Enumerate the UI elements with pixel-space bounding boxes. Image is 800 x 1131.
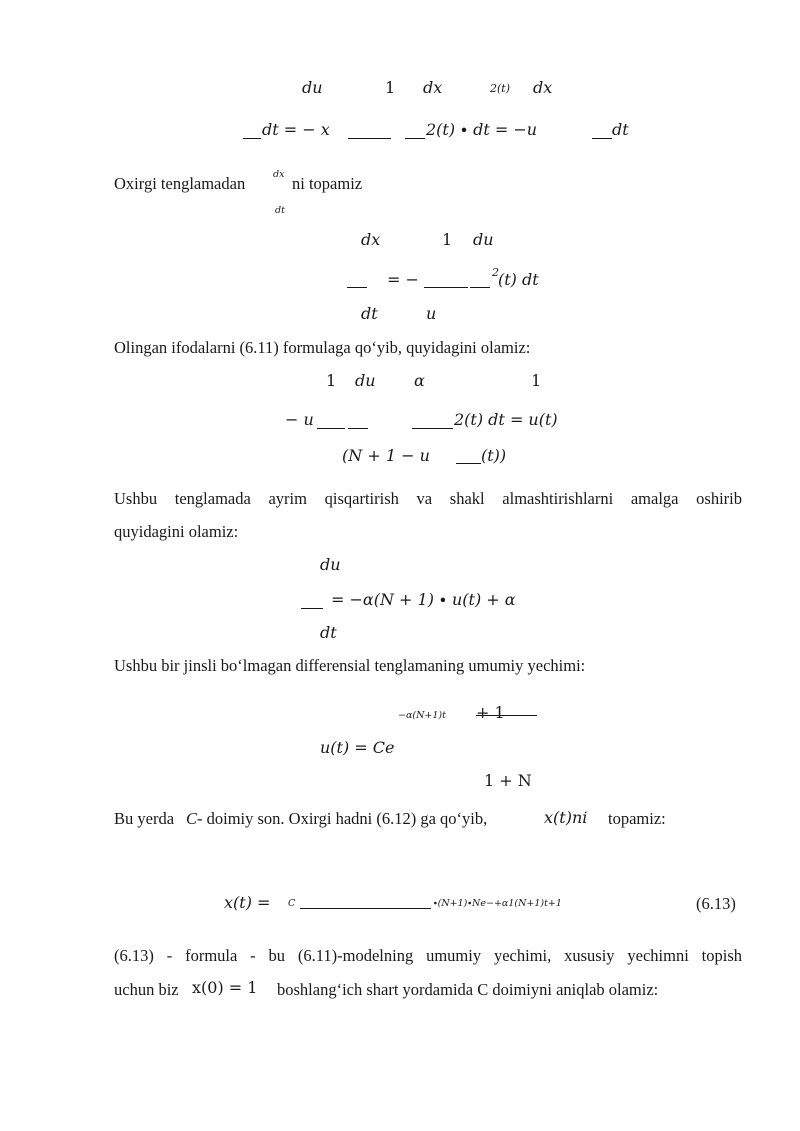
eq2-sup: 2 (492, 266, 499, 279)
paragraph-substitution: Olingan ifodalarni (6.11) formulaga qo‘yib, quyidagini olamiz: (114, 338, 531, 357)
eq3-du: du (355, 371, 376, 390)
eq3-one-b: 1 (531, 371, 542, 390)
eq1-bottom-2t: 2(t) ∙ dt = −u (426, 120, 538, 139)
eq1-bottom-left: dt = − x (262, 120, 330, 139)
eq6-lhs: x(t) = (224, 893, 271, 912)
eq1-frac-bar (348, 138, 391, 139)
text5-C: C (186, 809, 198, 828)
eq2-frac-bar (470, 287, 490, 288)
eq3-bottom-right: (t)) (481, 446, 507, 465)
text6-line2-a: uchun biz (114, 980, 179, 999)
eq6-C: C (288, 898, 296, 909)
text1-frac-bottom: dt (275, 205, 285, 216)
eq2-du: du (473, 230, 494, 249)
paragraph-simplify-line2: quyidagini olamiz: (114, 522, 239, 541)
text5-after: topamiz: (608, 809, 666, 828)
paragraph-particular-line1: (6.13) - formula - bu (6.11)-modelning umumiy yechimi, xususiy yechimni topish (114, 946, 742, 965)
eq4-middle: = −α(N + 1) ∙ u(t) + α (331, 590, 516, 609)
eq3-alpha: α (414, 371, 425, 390)
eq3-frac-bar (348, 428, 368, 429)
eq3-frac-bar (317, 428, 345, 429)
text1-frac-top: dx (273, 169, 285, 180)
eq1-frac-bar (243, 138, 261, 139)
text5-middle: - doimiy son. Oxirgi hadni (6.12) ga qo‘yib, (197, 809, 488, 828)
eq4-du: du (320, 555, 341, 574)
eq5-plus-one: + 1 (476, 703, 505, 722)
eq3-middle-left: − u (285, 410, 314, 429)
eq1-frac-bar (592, 138, 612, 139)
text6-line2-math: x(0) = 1 (192, 978, 258, 997)
eq5-exponent: −α(N+1)t (398, 710, 446, 721)
eq1-bottom-dt: dt (612, 120, 629, 139)
paragraph-general-solution: Ushbu bir jinsli bo‘lmagan differensial tenglamaning umumiy yechimi: (114, 656, 586, 675)
eq4-frac-bar (301, 608, 323, 609)
eq3-frac-bar (412, 428, 453, 429)
text1-before: Oxirgi tenglamadan (114, 174, 246, 193)
eq6-rhs: ∙(N+1)∙Ne−+α1(N+1)t+1 (433, 898, 562, 909)
eq5-frac-bar (476, 715, 537, 716)
eq2-one: 1 (442, 230, 453, 249)
eq2-dt: dt (361, 304, 378, 323)
eq2-frac-bar (347, 287, 367, 288)
eq3-middle-2t: 2(t) dt = u(t) (454, 410, 558, 429)
eq6-number: (6.13) (696, 894, 736, 913)
eq1-du: du (302, 78, 323, 97)
eq2-u: u (426, 304, 437, 323)
paragraph-simplify-line1: Ushbu tenglamada ayrim qisqartirish va shakl almashtirishlarni amalga oshirib (114, 489, 742, 508)
eq5-denominator: 1 + N (484, 771, 532, 790)
eq2-middle-eq: = − (387, 270, 419, 289)
text1-after: ni topamiz (292, 174, 363, 193)
eq1-2t: 2(t) (490, 82, 511, 95)
eq4-dt: dt (320, 623, 337, 642)
eq6-frac-bar (300, 908, 431, 909)
eq1-frac-bar (405, 138, 425, 139)
eq2-frac-bar (424, 287, 468, 288)
eq1-dx: dx (423, 78, 443, 97)
eq2-middle-rest: (t) dt (498, 270, 539, 289)
eq3-frac-bar (456, 463, 481, 464)
text5-xt: x(t)ni (544, 808, 588, 827)
eq3-one: 1 (326, 371, 337, 390)
eq5-lhs: u(t) = Ce (320, 738, 395, 757)
text6-line2-b: boshlang‘ich shart yordamida C doimiyni aniqlab olamiz: (277, 980, 659, 999)
eq2-dx: dx (361, 230, 381, 249)
text5-before: Bu yerda (114, 809, 175, 828)
eq1-one: 1 (385, 78, 396, 97)
eq1-dx2: dx (533, 78, 553, 97)
eq3-bottom-left: (N + 1 − u (342, 446, 430, 465)
